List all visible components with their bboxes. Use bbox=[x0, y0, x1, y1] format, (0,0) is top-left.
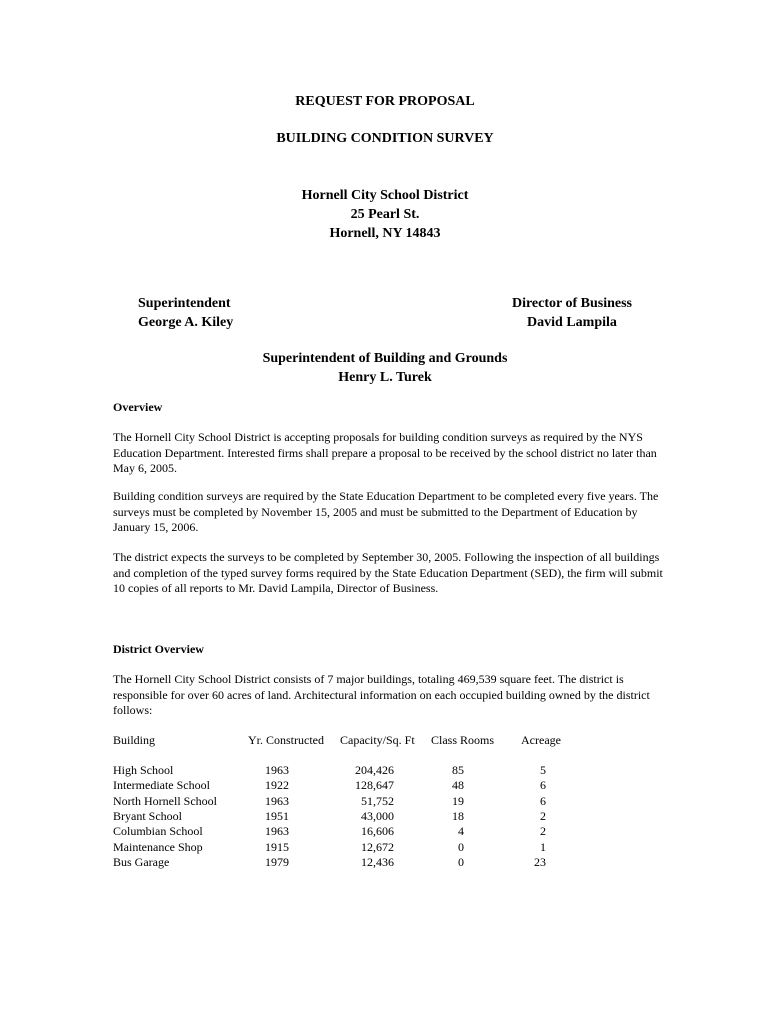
cell-capacity: 43,000 bbox=[361, 808, 394, 823]
cell-acreage: 2 bbox=[540, 808, 546, 823]
overview-paragraph-3: The district expects the surveys to be completed by September 30, 2005. Following the inspection of all buildings and completion of the typed survey forms required by the State Education Department (SED), the firm will submit 10 copies of all reports to Mr. David Lampila, Director of Business. bbox=[113, 550, 663, 595]
cell-year: 1963 bbox=[265, 793, 289, 808]
cell-acreage: 1 bbox=[540, 839, 546, 854]
cell-classrooms: 0 bbox=[458, 854, 464, 869]
cell-acreage: 6 bbox=[540, 793, 546, 808]
cell-building: Maintenance Shop bbox=[113, 839, 203, 854]
cell-acreage: 6 bbox=[540, 778, 546, 793]
cell-classrooms: 85 bbox=[452, 763, 464, 777]
overview-heading: Overview bbox=[113, 400, 163, 414]
cell-building: North Hornell School bbox=[113, 793, 217, 808]
district-overview-paragraph: The Hornell City School District consists of 7 major buildings, totaling 469,539 square feet. The district is responsible for over 60 acres of land. Architectural information on each occupied building owned by the district follows: bbox=[113, 672, 650, 717]
buildings-table bbox=[0, 733, 770, 883]
table-row bbox=[0, 778, 770, 793]
director-name: David Lampila bbox=[527, 315, 617, 330]
cell-classrooms: 4 bbox=[458, 824, 464, 839]
table-row bbox=[0, 763, 770, 778]
overview-paragraph-2: Building condition surveys are required by the State Education Department to be completed every five years. The surveys must be completed by November 15, 2005 and must be submitted to the Department of Education by January 15, 2006. bbox=[113, 489, 659, 534]
cell-building: Bus Garage bbox=[113, 854, 170, 869]
cell-acreage: 2 bbox=[540, 824, 546, 839]
cell-building: High School bbox=[113, 763, 174, 777]
buildings-grounds-title: Superintendent of Building and Grounds bbox=[262, 351, 508, 366]
cell-capacity: 12,672 bbox=[361, 839, 394, 854]
district-address bbox=[0, 186, 770, 243]
cell-capacity: 51,752 bbox=[361, 793, 394, 808]
cell-building: Intermediate School bbox=[113, 778, 210, 793]
overview-paragraph-1: The Hornell City School District is accepting proposals for building condition surveys as required by the NYS Education Department. Interested firms shall prepare a proposal to be received by the school district no later than May 6, 2005. bbox=[113, 430, 657, 475]
cell-capacity: 128,647 bbox=[355, 778, 394, 793]
cell-acreage: 5 bbox=[540, 763, 546, 777]
cell-capacity: 204,426 bbox=[355, 763, 394, 777]
table-header-row bbox=[0, 733, 770, 748]
director-block bbox=[512, 294, 632, 332]
district-overview-heading: District Overview bbox=[113, 642, 204, 656]
document-subtitle: BUILDING CONDITION SURVEY bbox=[276, 131, 494, 146]
header-capacity: Capacity/Sq. Ft bbox=[340, 733, 415, 747]
cell-classrooms: 19 bbox=[452, 793, 464, 808]
table-row bbox=[0, 794, 770, 809]
superintendent-block bbox=[138, 294, 233, 332]
header-acreage: Acreage bbox=[521, 733, 561, 747]
cell-capacity: 16,606 bbox=[361, 824, 394, 839]
buildings-grounds-name: Henry L. Turek bbox=[338, 370, 432, 385]
cell-year: 1963 bbox=[265, 824, 289, 839]
header-building: Building bbox=[113, 733, 156, 747]
cell-year: 1979 bbox=[265, 854, 289, 869]
table-row bbox=[0, 855, 770, 870]
director-title: Director of Business bbox=[511, 296, 632, 311]
cell-year: 1951 bbox=[265, 808, 289, 823]
buildings-grounds-block bbox=[0, 349, 770, 387]
cell-classrooms: 48 bbox=[452, 778, 464, 793]
cell-year: 1915 bbox=[265, 839, 289, 854]
district-street: 25 Pearl St. bbox=[350, 207, 420, 222]
district-city: Hornell, NY 14843 bbox=[329, 226, 441, 241]
cell-classrooms: 18 bbox=[452, 808, 464, 823]
table-row bbox=[0, 824, 770, 839]
cell-capacity: 12,436 bbox=[361, 854, 394, 869]
cell-year: 1922 bbox=[265, 778, 289, 793]
cell-building: Columbian School bbox=[113, 824, 203, 839]
cell-classrooms: 0 bbox=[458, 839, 464, 854]
district-name: Hornell City School District bbox=[301, 188, 469, 203]
superintendent-title: Superintendent bbox=[138, 296, 231, 311]
superintendent-name: George A. Kiley bbox=[138, 315, 234, 330]
header-year: Yr. Constructed bbox=[248, 733, 324, 747]
header-classrooms: Class Rooms bbox=[431, 733, 495, 747]
cell-year: 1963 bbox=[265, 763, 289, 777]
cell-building: Bryant School bbox=[113, 808, 182, 823]
cell-acreage: 23 bbox=[534, 854, 546, 869]
document-title: REQUEST FOR PROPOSAL bbox=[295, 94, 475, 109]
table-row bbox=[0, 809, 770, 824]
table-row bbox=[0, 840, 770, 855]
